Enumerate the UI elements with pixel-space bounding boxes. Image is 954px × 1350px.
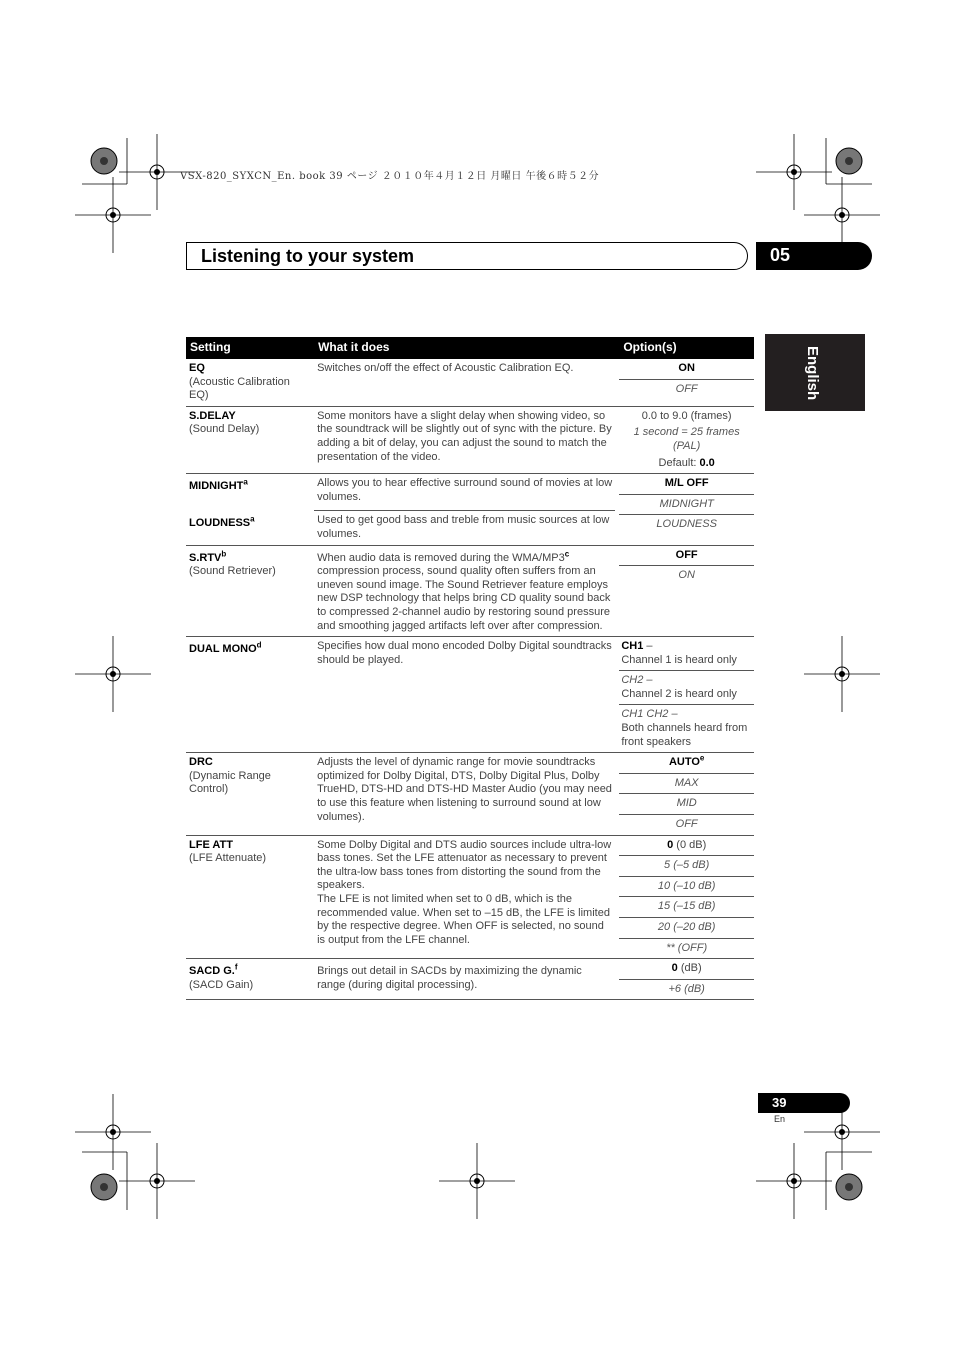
- option: 20 (–20 dB): [619, 918, 754, 939]
- page-language: En: [774, 1114, 786, 1124]
- option-default-line: [622, 457, 751, 471]
- setting-description: Some monitors have a slight delay when showing video, so the soundtrack will be slightly out of sync with the picture. By adding a bit of delay, you can adjust the sound to match the presentation of the video.: [314, 406, 615, 473]
- option: CH1 – Channel 1 is heard only: [619, 637, 754, 671]
- setting-description: Allows you to hear effective surround sound of movies at low volumes.: [314, 474, 615, 511]
- option: LOUDNESS: [656, 518, 717, 531]
- option: OFF: [675, 382, 698, 395]
- section-title: Listening to your system: [201, 246, 415, 266]
- table-row: [186, 545, 754, 637]
- table-row: [186, 474, 754, 511]
- options-cell: [619, 359, 754, 406]
- option: CH2 – Channel 2 is heard only: [619, 671, 754, 705]
- setting-description: Used to get good bass and treble from music sources at low volumes.: [314, 511, 615, 545]
- setting-name: DRC: [189, 756, 213, 769]
- options-cell: [619, 959, 754, 1000]
- setting-description: Some Dolby Digital and DTS audio sources include ultra-low bass tones. Set the LFE attenuator as necessary to prevent the ultra-low bass tones from distorting the sound from the speakers. The LFE is not limited when set to 0 dB, which is the recommended value. When set to –15 dB, the LFE is limited by the respective degree. When OFF is selected, no sound is output from the LFE channel.: [314, 835, 615, 959]
- option: OFF: [675, 818, 698, 831]
- option-default: AUTO$^e$: [619, 753, 754, 774]
- options-cell: [619, 474, 754, 545]
- option: ON: [678, 569, 695, 582]
- table-row: [186, 406, 754, 473]
- setting-description: Switches on/off the effect of Acoustic Calibration EQ.: [314, 359, 615, 406]
- options-cell: [619, 406, 754, 473]
- setting-description: Brings out detail in SACDs by maximizing the dynamic range (during digital processing).: [314, 959, 615, 1000]
- option: ** (OFF): [666, 941, 708, 954]
- option-default: M/L OFF: [619, 474, 754, 495]
- option: 15 (–15 dB): [619, 897, 754, 918]
- table-row: [186, 959, 754, 1000]
- setting-name: SACD G.$^f$: [189, 962, 238, 978]
- print-header-info: VSX-820_SYXCN_En. book 39 ページ ２０１０年４月１２日 月曜日 午後６時５２分: [180, 171, 600, 182]
- option-default: 0 (dB): [619, 959, 754, 980]
- setting-name: S.RTV$^b$: [189, 548, 227, 564]
- option: MID: [619, 794, 754, 815]
- option: +6 (dB): [668, 982, 705, 995]
- setting-name: LOUDNESS$^a$: [189, 514, 255, 529]
- option: MIDNIGHT: [619, 495, 754, 516]
- table-header-row: [186, 337, 754, 359]
- setting-name: LFE ATT: [189, 838, 233, 851]
- language-tab-label: English: [804, 346, 821, 401]
- setting-subtitle: (Acoustic Calibration EQ): [189, 375, 290, 402]
- section-title-bar: [186, 242, 748, 270]
- chapter-number: 05: [756, 242, 872, 270]
- setting-subtitle: (SACD Gain): [189, 978, 254, 991]
- setting-name: EQ: [189, 362, 205, 374]
- table-row: [186, 637, 754, 753]
- setting-name: DUAL MONO$^d$: [189, 640, 262, 656]
- setting-subtitle: (Sound Retriever): [189, 565, 276, 578]
- header-options: Option(s): [619, 337, 754, 359]
- options-cell: [619, 637, 754, 753]
- option-default-label: Default:: [658, 456, 700, 469]
- setting-description: When audio data is removed during the WMA/MP3$^c$ compression process, sound quality often suffers from an uneven sound image. The Sound Retriever feature employs new DSP technology that helps bring CD quality sound back to compressed 2-channel audio by restoring sound pressure and smoothing jagged artifacts left over after compression.: [314, 545, 615, 637]
- setting-name: MIDNIGHT$^a$: [189, 477, 248, 493]
- options-cell: [619, 545, 754, 637]
- setting-name: S.DELAY: [189, 409, 236, 422]
- setting-subtitle: (Sound Delay): [189, 423, 260, 436]
- setting-description: Specifies how dual mono encoded Dolby Digital soundtracks should be played.: [314, 637, 615, 753]
- option-default-value: 0.0: [699, 456, 715, 469]
- language-tab: [765, 334, 865, 411]
- setting-description: Adjusts the level of dynamic range for movie soundtracks optimized for Dolby Digital, DTS, Dolby Digital Plus, Dolby TrueHD, DTS-HD and DTS-HD Master Audio (you may need to use this feature when listening to surround sound at low volumes).: [314, 753, 615, 835]
- options-cell: [619, 835, 754, 959]
- option-default: 0 (0 dB): [619, 836, 754, 857]
- header-what-it-does: What it does: [314, 337, 615, 359]
- table-row: [186, 359, 754, 406]
- table-row: [186, 753, 754, 835]
- option-note: 1 second = 25 frames (PAL): [633, 426, 740, 452]
- option-default: ON: [619, 359, 754, 380]
- option: 10 (–10 dB): [619, 877, 754, 898]
- setting-subtitle: (Dynamic Range Control): [189, 769, 271, 796]
- table-row: [186, 835, 754, 959]
- page-number: 39: [758, 1093, 850, 1113]
- option: 5 (–5 dB): [619, 856, 754, 877]
- header-setting: Setting: [186, 337, 314, 359]
- option-range: 0.0 to 9.0 (frames): [641, 409, 732, 422]
- option-default: OFF: [619, 546, 754, 567]
- settings-table: [186, 337, 754, 1000]
- options-cell: [619, 753, 754, 835]
- option: MAX: [619, 774, 754, 795]
- setting-subtitle: (LFE Attenuate): [189, 852, 267, 865]
- option: CH1 CH2 – Both channels heard from front speakers: [621, 708, 748, 748]
